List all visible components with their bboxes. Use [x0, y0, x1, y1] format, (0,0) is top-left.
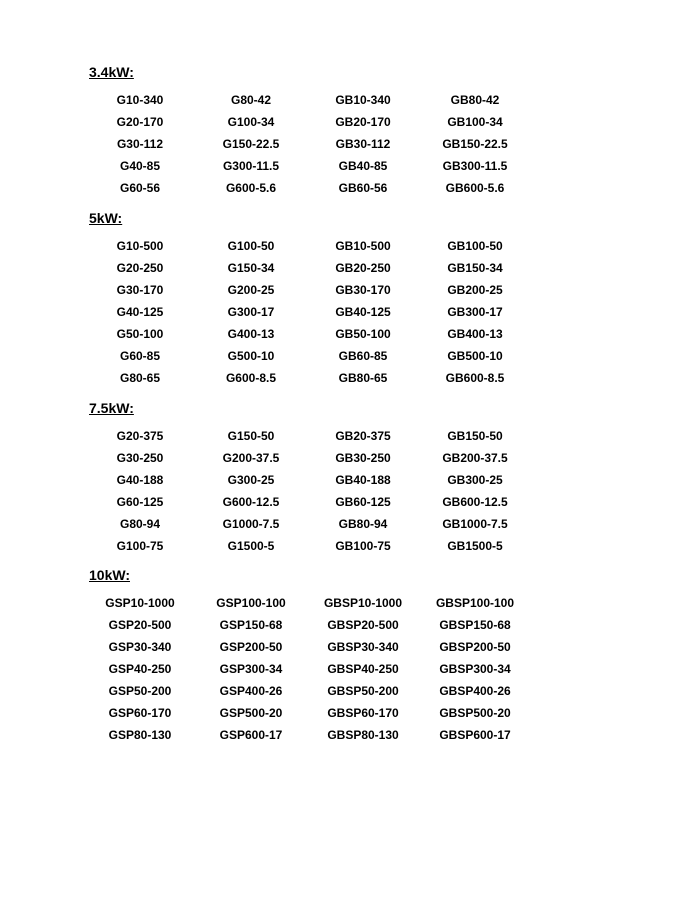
model-code: G600-5.6: [225, 181, 277, 196]
model-code: G80-94: [119, 517, 161, 532]
model-code: GB20-375: [335, 429, 391, 443]
model-code: G200-37.5: [222, 451, 280, 466]
model-code: GSP150-68: [219, 618, 283, 633]
model-code: GSP30-340: [108, 640, 172, 655]
model-code: GB40-85: [338, 159, 388, 174]
model-code: GB40-125: [335, 305, 391, 320]
model-row: [0, 325, 681, 343]
model-code: G100-75: [116, 539, 164, 554]
model-code: GBSP50-200: [327, 684, 399, 699]
model-code: GB80-42: [450, 93, 500, 107]
model-code: GB60-85: [338, 349, 388, 364]
model-row: [0, 179, 681, 197]
model-code: G40-85: [119, 159, 161, 174]
model-code: GBSP300-34: [439, 662, 511, 677]
model-code: GBSP600-17: [439, 728, 511, 743]
model-code: G60-56: [119, 181, 161, 196]
model-code: G20-170: [116, 115, 164, 130]
model-code: GB400-13: [447, 327, 503, 342]
model-code: G400-13: [227, 327, 275, 342]
model-code: G600-12.5: [222, 495, 280, 510]
model-code: GBSP200-50: [439, 640, 511, 655]
model-row: [0, 638, 681, 656]
model-code: G150-34: [227, 261, 275, 276]
model-code: GSP20-500: [108, 618, 172, 633]
model-code: G30-250: [116, 451, 164, 466]
model-row: [0, 157, 681, 175]
model-code: GBSP60-170: [327, 706, 399, 721]
model-code: GB600-8.5: [445, 371, 505, 386]
section-heading: 7.5kW:: [89, 400, 134, 416]
model-row: [0, 281, 681, 299]
model-code: G50-100: [116, 327, 164, 342]
model-code: G150-50: [227, 429, 275, 443]
model-code: GB20-250: [335, 261, 391, 276]
model-code: G30-170: [116, 283, 164, 298]
model-row: [0, 515, 681, 533]
model-code: GB40-188: [335, 473, 391, 488]
model-row: [0, 237, 681, 255]
model-code: GB100-34: [447, 115, 503, 130]
model-row: [0, 537, 681, 555]
model-code: GB100-75: [335, 539, 391, 554]
model-row: [0, 449, 681, 467]
model-code: G10-340: [116, 93, 164, 107]
model-code: GB200-37.5: [442, 451, 508, 466]
model-row: [0, 682, 681, 700]
model-code: G40-125: [116, 305, 164, 320]
model-code: GB300-25: [447, 473, 503, 488]
model-row: [0, 303, 681, 321]
section-heading: 3.4kW:: [89, 64, 134, 80]
model-row: [0, 616, 681, 634]
model-row: [0, 347, 681, 365]
model-code: GB300-11.5: [442, 159, 508, 174]
model-code: GSP10-1000: [105, 596, 175, 610]
model-code: GB1500-5: [447, 539, 503, 554]
model-row: [0, 427, 681, 445]
model-code: GSP500-20: [219, 706, 283, 721]
model-code: G300-17: [227, 305, 275, 320]
model-code: G20-250: [116, 261, 164, 276]
model-code: GB1000-7.5: [442, 517, 508, 532]
model-code: G300-11.5: [222, 159, 280, 174]
model-code: GSP400-26: [219, 684, 283, 699]
model-code: GB30-112: [335, 137, 391, 152]
model-code: GSP60-170: [108, 706, 172, 721]
model-code: GBSP100-100: [435, 596, 515, 610]
model-code: GBSP150-68: [439, 618, 511, 633]
model-code: G40-188: [116, 473, 164, 488]
model-code: GSP300-34: [219, 662, 283, 677]
model-code: G100-34: [227, 115, 275, 130]
model-code: GB30-170: [335, 283, 391, 298]
model-row: [0, 135, 681, 153]
model-code: G300-25: [227, 473, 275, 488]
model-code: GSP200-50: [219, 640, 283, 655]
model-code: G500-10: [227, 349, 275, 364]
model-code: GSP80-130: [108, 728, 172, 743]
model-code: GSP50-200: [108, 684, 172, 699]
model-code: GBSP30-340: [327, 640, 399, 655]
model-row: [0, 493, 681, 511]
model-row: [0, 471, 681, 489]
model-code: GB80-94: [338, 517, 388, 532]
model-code: GBSP10-1000: [323, 596, 403, 610]
model-code: GB600-12.5: [442, 495, 508, 510]
model-row: [0, 660, 681, 678]
model-code: GB30-250: [335, 451, 391, 466]
model-code: G80-65: [119, 371, 161, 386]
model-code: GB20-170: [335, 115, 391, 130]
model-code: GB60-125: [335, 495, 391, 510]
model-code: GB50-100: [335, 327, 391, 342]
model-code: GB600-5.6: [445, 181, 505, 196]
model-code: GBSP400-26: [439, 684, 511, 699]
model-code: GBSP500-20: [439, 706, 511, 721]
model-code: GB300-17: [447, 305, 503, 320]
section-heading: 5kW:: [89, 210, 123, 226]
model-code: G1000-7.5: [222, 517, 280, 532]
model-code: GBSP20-500: [327, 618, 399, 633]
section-heading: 10kW:: [89, 567, 130, 583]
model-row: [0, 594, 681, 612]
model-row: [0, 259, 681, 277]
model-code: G200-25: [227, 283, 275, 298]
model-code: G10-500: [116, 239, 164, 253]
model-code: G60-85: [119, 349, 161, 364]
model-code: GBSP40-250: [327, 662, 399, 677]
model-row: [0, 369, 681, 387]
model-row: [0, 91, 681, 109]
model-code: GB100-50: [447, 239, 503, 253]
model-code: GB150-34: [447, 261, 503, 276]
model-code: G600-8.5: [225, 371, 277, 386]
model-code: G1500-5: [227, 539, 275, 554]
model-row: [0, 704, 681, 722]
model-code: G20-375: [116, 429, 164, 443]
model-code: GB200-25: [447, 283, 503, 298]
model-row: [0, 726, 681, 744]
model-code: GB10-340: [335, 93, 391, 107]
model-code: G80-42: [230, 93, 272, 107]
model-code: G60-125: [116, 495, 164, 510]
model-code: G100-50: [227, 239, 275, 253]
model-code: GB150-50: [447, 429, 503, 443]
model-code: GB80-65: [338, 371, 388, 386]
model-code: GSP100-100: [216, 596, 286, 610]
model-code: GSP600-17: [219, 728, 283, 743]
model-code: GB150-22.5: [442, 137, 508, 152]
model-code: G150-22.5: [222, 137, 280, 152]
model-code: GB10-500: [335, 239, 391, 253]
model-code: G30-112: [116, 137, 164, 152]
model-row: [0, 113, 681, 131]
model-code: GB60-56: [338, 181, 388, 196]
model-code: GBSP80-130: [327, 728, 399, 743]
model-code: GSP40-250: [108, 662, 172, 677]
model-code: GB500-10: [447, 349, 503, 364]
